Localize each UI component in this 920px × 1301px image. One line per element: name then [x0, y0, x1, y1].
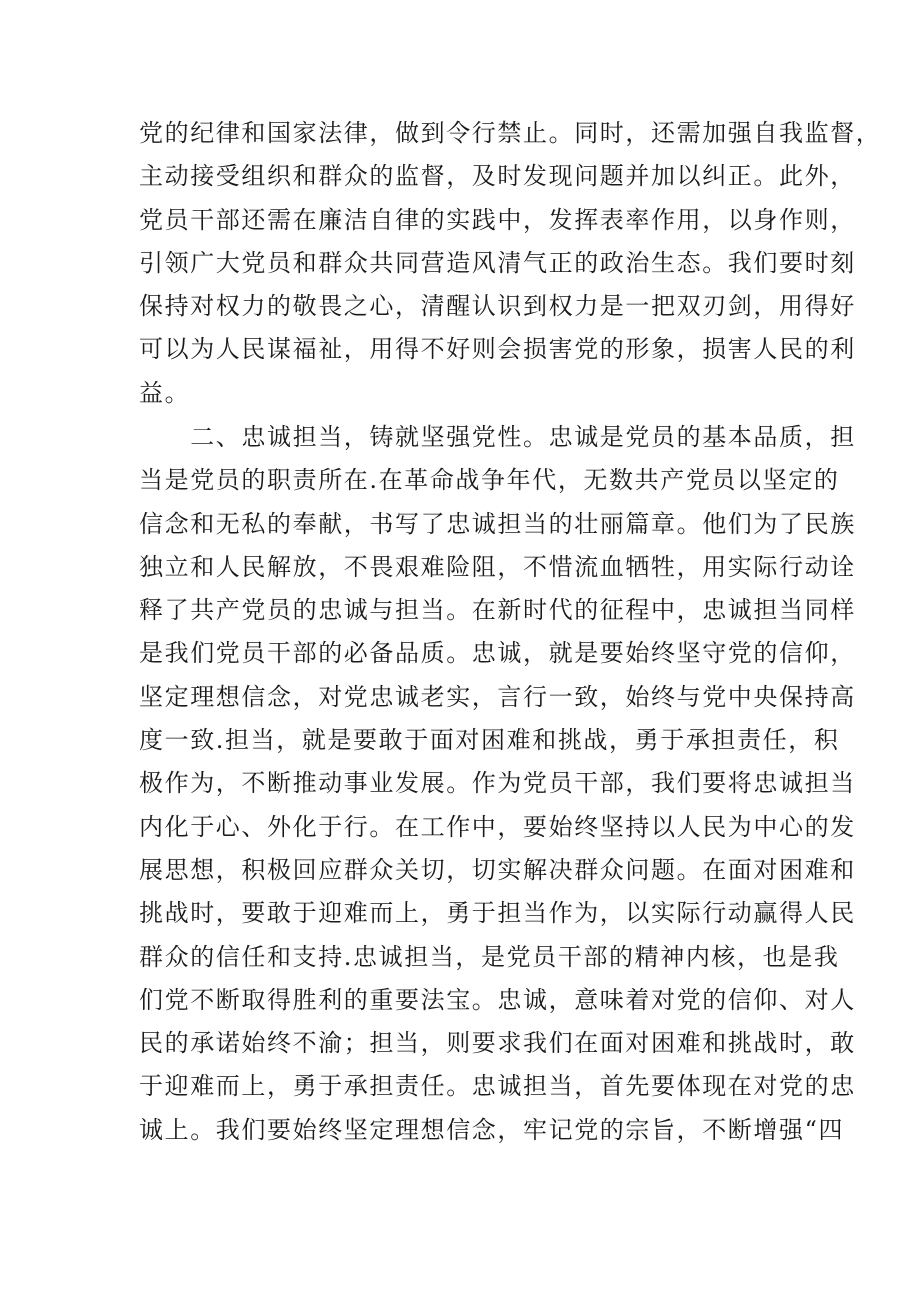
text-line: 们党不断取得胜利的重要法宝。忠诚，意味着对党的信仰、对人 — [139, 985, 856, 1014]
text-line: 释了共产党员的忠诚与担当。在新时代的征程中，忠诚担当同样 — [139, 596, 856, 625]
text-line: 展思想，积极回应群众关切，切实解决群众问题。在面对困难和 — [139, 855, 856, 884]
text-line: 益。 — [139, 378, 191, 407]
text-line: 当是党员的职责所在.在革命战争年代，无数共产党员以坚定的 — [139, 466, 840, 495]
section-heading-line: 二、忠诚担当，铸就坚强党性。忠诚是党员的基本品质，担 — [139, 423, 856, 451]
text-line: 独立和人民解放，不畏艰难险阻，不惜流血牺牲，用实际行动诠 — [139, 552, 856, 581]
text-line: 于迎难而上，勇于承担责任。忠诚担当，首先要体现在对党的忠 — [139, 1072, 856, 1101]
text-line: 党的纪律和国家法律，做到令行禁止。同时，还需加强自我监督， — [139, 119, 882, 147]
text-line: 引领广大党员和群众共同营造风清气正的政治生态。我们要时刻 — [139, 248, 856, 277]
text-line: 挑战时，要敢于迎难而上，勇于担当作为，以实际行动赢得人民 — [139, 899, 856, 928]
text-line: 信念和无私的奉献，书写了忠诚担当的壮丽篇章。他们为了民族 — [139, 509, 856, 538]
text-line: 党员干部还需在廉洁自律的实践中，发挥表率作用，以身作则， — [139, 205, 856, 234]
text-line: 度一致.担当，就是要敢于面对困难和挑战，勇于承担责任，积 — [139, 726, 840, 755]
text-line: 群众的信任和支持.忠诚担当，是党员干部的精神内核，也是我 — [139, 942, 840, 971]
text-line: 诚上。我们要始终坚定理想信念，牢记党的宗旨，不断增强“四 — [139, 1115, 845, 1144]
text-line: 民的承诺始终不渝；担当，则要求我们在面对困难和挑战时，敢 — [139, 1029, 856, 1058]
text-line: 主动接受组织和群众的监督，及时发现问题并加以纠正。此外， — [139, 162, 856, 191]
section-two-paragraph — [139, 416, 856, 1152]
text-line: 坚定理想信念，对党忠诚老实，言行一致，始终与党中央保持高 — [139, 682, 856, 711]
text-line: 是我们党员干部的必备品质。忠诚，就是要始终坚守党的信仰， — [139, 639, 856, 668]
text-line: 极作为，不断推动事业发展。作为党员干部，我们要将忠诚担当 — [139, 769, 856, 798]
text-line: 保持对权力的敬畏之心，清醒认识到权力是一把双刃剑，用得好 — [139, 292, 856, 321]
text-line: 内化于心、外化于行。在工作中，要始终坚持以人民为中心的发 — [139, 812, 856, 841]
paragraph-continued — [139, 112, 882, 415]
text-line: 可以为人民谋福祉，用得不好则会损害党的形象，损害人民的利 — [139, 335, 856, 364]
